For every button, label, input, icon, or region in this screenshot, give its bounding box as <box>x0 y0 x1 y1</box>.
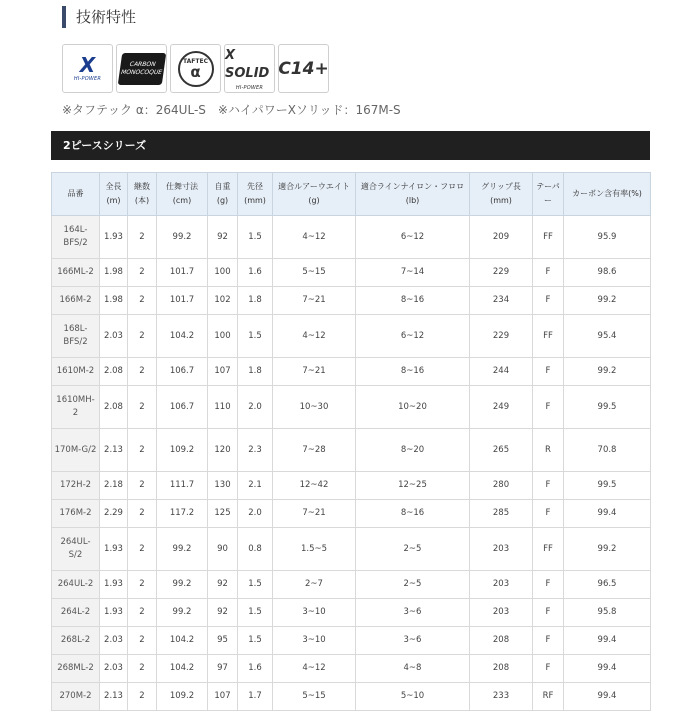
cell-taper: RF <box>533 683 564 711</box>
cell-closed-length: 109.2 <box>157 683 208 711</box>
section-title: 技術特性 <box>62 6 136 28</box>
cell-carbon: 99.2 <box>564 287 651 315</box>
cell-model: 164L-BFS/2 <box>52 216 100 259</box>
cell-pieces: 2 <box>128 429 157 472</box>
technology-note: ※タフテック α：264UL-S ※ハイパワーXソリッド：167M-S <box>62 103 401 117</box>
cell-line: 10~20 <box>356 386 470 429</box>
cell-tip-diameter: 2.3 <box>238 429 273 472</box>
cell-taper: F <box>533 287 564 315</box>
carbon-monocoque-logo: CARBON MONOCOQUE <box>116 44 167 93</box>
table-row <box>52 287 651 315</box>
cell-closed-length: 117.2 <box>157 500 208 528</box>
cell-taper: F <box>533 599 564 627</box>
cell-closed-length: 101.7 <box>157 259 208 287</box>
cell-model: 1610MH-2 <box>52 386 100 429</box>
cell-length: 2.03 <box>100 627 128 655</box>
cell-taper: F <box>533 358 564 386</box>
cell-model: 268ML-2 <box>52 655 100 683</box>
cell-pieces: 2 <box>128 528 157 571</box>
cell-weight: 107 <box>208 358 238 386</box>
cell-carbon: 98.6 <box>564 259 651 287</box>
cell-taper: F <box>533 472 564 500</box>
cell-line: 8~20 <box>356 429 470 472</box>
header-weight: 自重(g) <box>208 173 238 216</box>
table-row <box>52 259 651 287</box>
cell-line: 7~14 <box>356 259 470 287</box>
cell-line: 5~10 <box>356 683 470 711</box>
cell-grip-length: 229 <box>470 315 533 358</box>
cell-closed-length: 99.2 <box>157 599 208 627</box>
cell-pieces: 2 <box>128 259 157 287</box>
header-line: 適合ラインナイロン・フロロ(lb) <box>356 173 470 216</box>
cell-grip-length: 285 <box>470 500 533 528</box>
cell-length: 2.03 <box>100 315 128 358</box>
cell-tip-diameter: 1.8 <box>238 287 273 315</box>
cell-length: 2.13 <box>100 683 128 711</box>
table-row <box>52 500 651 528</box>
cell-lure-weight: 10~30 <box>273 386 356 429</box>
cell-model: 170M-G/2 <box>52 429 100 472</box>
cell-weight: 95 <box>208 627 238 655</box>
cell-length: 1.93 <box>100 216 128 259</box>
cell-weight: 90 <box>208 528 238 571</box>
cell-tip-diameter: 1.5 <box>238 599 273 627</box>
cell-pieces: 2 <box>128 571 157 599</box>
cell-tip-diameter: 2.0 <box>238 500 273 528</box>
cell-model: 264UL-S/2 <box>52 528 100 571</box>
table-row <box>52 627 651 655</box>
cell-lure-weight: 12~42 <box>273 472 356 500</box>
table-row <box>52 386 651 429</box>
cell-tip-diameter: 0.8 <box>238 528 273 571</box>
cell-lure-weight: 7~21 <box>273 358 356 386</box>
cell-carbon: 99.2 <box>564 358 651 386</box>
series-title-bar: 2ピースシリーズ <box>51 131 650 160</box>
cell-taper: F <box>533 386 564 429</box>
cell-line: 6~12 <box>356 216 470 259</box>
cell-weight: 92 <box>208 571 238 599</box>
cell-lure-weight: 7~21 <box>273 287 356 315</box>
cell-grip-length: 203 <box>470 571 533 599</box>
cell-tip-diameter: 1.5 <box>238 571 273 599</box>
table-row <box>52 358 651 386</box>
cell-closed-length: 111.7 <box>157 472 208 500</box>
spec-table <box>51 172 651 711</box>
cell-line: 8~16 <box>356 287 470 315</box>
cell-length: 2.08 <box>100 358 128 386</box>
cell-length: 1.93 <box>100 528 128 571</box>
cell-grip-length: 249 <box>470 386 533 429</box>
cell-grip-length: 244 <box>470 358 533 386</box>
table-row <box>52 571 651 599</box>
cell-weight: 110 <box>208 386 238 429</box>
cell-carbon: 99.5 <box>564 472 651 500</box>
table-row <box>52 216 651 259</box>
header-lure-weight: 適合ルアーウエイト(g) <box>273 173 356 216</box>
cell-model: 176M-2 <box>52 500 100 528</box>
cell-taper: FF <box>533 528 564 571</box>
cell-tip-diameter: 2.1 <box>238 472 273 500</box>
cell-taper: R <box>533 429 564 472</box>
cell-model: 264L-2 <box>52 599 100 627</box>
table-row <box>52 315 651 358</box>
cell-model: 1610M-2 <box>52 358 100 386</box>
cell-carbon: 99.4 <box>564 655 651 683</box>
cell-line: 3~6 <box>356 627 470 655</box>
cell-line: 6~12 <box>356 315 470 358</box>
header-length: 全長(m) <box>100 173 128 216</box>
cell-closed-length: 106.7 <box>157 386 208 429</box>
cell-carbon: 95.4 <box>564 315 651 358</box>
cell-pieces: 2 <box>128 683 157 711</box>
cell-pieces: 2 <box>128 216 157 259</box>
cell-tip-diameter: 1.8 <box>238 358 273 386</box>
cell-lure-weight: 3~10 <box>273 599 356 627</box>
cell-pieces: 2 <box>128 315 157 358</box>
cell-pieces: 2 <box>128 627 157 655</box>
cell-tip-diameter: 1.7 <box>238 683 273 711</box>
cell-grip-length: 203 <box>470 528 533 571</box>
cell-closed-length: 101.7 <box>157 287 208 315</box>
cell-lure-weight: 5~15 <box>273 259 356 287</box>
cell-weight: 102 <box>208 287 238 315</box>
cell-taper: F <box>533 571 564 599</box>
table-row <box>52 683 651 711</box>
cell-weight: 97 <box>208 655 238 683</box>
x-solid-hipower-logo: X SOLID HI-POWER <box>224 44 275 93</box>
cell-tip-diameter: 1.5 <box>238 315 273 358</box>
cell-lure-weight: 7~21 <box>273 500 356 528</box>
cell-pieces: 2 <box>128 655 157 683</box>
cell-pieces: 2 <box>128 358 157 386</box>
cell-closed-length: 104.2 <box>157 627 208 655</box>
cell-tip-diameter: 2.0 <box>238 386 273 429</box>
cell-lure-weight: 3~10 <box>273 627 356 655</box>
cell-carbon: 99.2 <box>564 528 651 571</box>
cell-weight: 100 <box>208 259 238 287</box>
cell-carbon: 70.8 <box>564 429 651 472</box>
header-carbon: カーボン含有率(%) <box>564 173 651 216</box>
header-closed-length: 仕舞寸法(cm) <box>157 173 208 216</box>
cell-closed-length: 104.2 <box>157 315 208 358</box>
cell-carbon: 99.4 <box>564 627 651 655</box>
header-model: 品番 <box>52 173 100 216</box>
cell-weight: 130 <box>208 472 238 500</box>
cell-grip-length: 233 <box>470 683 533 711</box>
cell-grip-length: 280 <box>470 472 533 500</box>
cell-length: 2.13 <box>100 429 128 472</box>
cell-tip-diameter: 1.5 <box>238 216 273 259</box>
header-taper: テーパー <box>533 173 564 216</box>
cell-grip-length: 203 <box>470 599 533 627</box>
cell-line: 3~6 <box>356 599 470 627</box>
table-row <box>52 655 651 683</box>
table-row <box>52 429 651 472</box>
cell-weight: 92 <box>208 599 238 627</box>
cell-taper: F <box>533 259 564 287</box>
cell-length: 2.03 <box>100 655 128 683</box>
cell-length: 1.93 <box>100 571 128 599</box>
table-row <box>52 599 651 627</box>
cell-carbon: 99.5 <box>564 386 651 429</box>
cell-tip-diameter: 1.6 <box>238 655 273 683</box>
cell-grip-length: 229 <box>470 259 533 287</box>
cell-pieces: 2 <box>128 472 157 500</box>
cell-lure-weight: 7~28 <box>273 429 356 472</box>
taftec-alpha-logo: TAFTEC α <box>170 44 221 93</box>
cell-length: 2.29 <box>100 500 128 528</box>
cell-model: 166M-2 <box>52 287 100 315</box>
cell-taper: FF <box>533 216 564 259</box>
cell-length: 2.08 <box>100 386 128 429</box>
cell-grip-length: 208 <box>470 627 533 655</box>
cell-carbon: 95.9 <box>564 216 651 259</box>
cell-length: 1.98 <box>100 287 128 315</box>
cell-grip-length: 265 <box>470 429 533 472</box>
header-pieces: 継数(本) <box>128 173 157 216</box>
cell-model: 168L-BFS/2 <box>52 315 100 358</box>
cell-line: 2~5 <box>356 528 470 571</box>
cell-lure-weight: 2~7 <box>273 571 356 599</box>
cell-lure-weight: 1.5~5 <box>273 528 356 571</box>
cell-taper: F <box>533 655 564 683</box>
cell-carbon: 96.5 <box>564 571 651 599</box>
cell-pieces: 2 <box>128 287 157 315</box>
cell-lure-weight: 4~12 <box>273 216 356 259</box>
cell-closed-length: 106.7 <box>157 358 208 386</box>
cell-lure-weight: 4~12 <box>273 315 356 358</box>
cell-carbon: 99.4 <box>564 500 651 528</box>
cell-closed-length: 99.2 <box>157 216 208 259</box>
cell-pieces: 2 <box>128 599 157 627</box>
technology-logos <box>62 44 329 93</box>
table-header-row <box>52 173 651 216</box>
cell-weight: 92 <box>208 216 238 259</box>
x-hipower-logo: X HI-POWER <box>62 44 113 93</box>
cell-carbon: 99.4 <box>564 683 651 711</box>
cell-line: 8~16 <box>356 358 470 386</box>
cell-closed-length: 99.2 <box>157 571 208 599</box>
cell-closed-length: 99.2 <box>157 528 208 571</box>
cell-line: 2~5 <box>356 571 470 599</box>
cell-taper: FF <box>533 315 564 358</box>
cell-grip-length: 234 <box>470 287 533 315</box>
header-tip-diameter: 先径(mm) <box>238 173 273 216</box>
cell-pieces: 2 <box>128 500 157 528</box>
cell-lure-weight: 4~12 <box>273 655 356 683</box>
cell-tip-diameter: 1.5 <box>238 627 273 655</box>
cell-weight: 120 <box>208 429 238 472</box>
cell-pieces: 2 <box>128 386 157 429</box>
cell-taper: F <box>533 627 564 655</box>
cell-model: 166ML-2 <box>52 259 100 287</box>
cell-model: 264UL-2 <box>52 571 100 599</box>
cell-model: 268L-2 <box>52 627 100 655</box>
cell-taper: F <box>533 500 564 528</box>
cell-grip-length: 209 <box>470 216 533 259</box>
cell-weight: 107 <box>208 683 238 711</box>
cell-lure-weight: 5~15 <box>273 683 356 711</box>
header-grip-length: グリップ長(mm) <box>470 173 533 216</box>
cell-grip-length: 208 <box>470 655 533 683</box>
cell-model: 270M-2 <box>52 683 100 711</box>
c14-plus-logo: C14+ <box>278 44 329 93</box>
cell-closed-length: 109.2 <box>157 429 208 472</box>
table-row <box>52 472 651 500</box>
cell-tip-diameter: 1.6 <box>238 259 273 287</box>
cell-weight: 125 <box>208 500 238 528</box>
cell-weight: 100 <box>208 315 238 358</box>
cell-line: 8~16 <box>356 500 470 528</box>
cell-line: 12~25 <box>356 472 470 500</box>
cell-length: 1.98 <box>100 259 128 287</box>
cell-closed-length: 104.2 <box>157 655 208 683</box>
cell-model: 172H-2 <box>52 472 100 500</box>
cell-length: 1.93 <box>100 599 128 627</box>
table-row <box>52 528 651 571</box>
cell-carbon: 95.8 <box>564 599 651 627</box>
cell-length: 2.18 <box>100 472 128 500</box>
cell-line: 4~8 <box>356 655 470 683</box>
